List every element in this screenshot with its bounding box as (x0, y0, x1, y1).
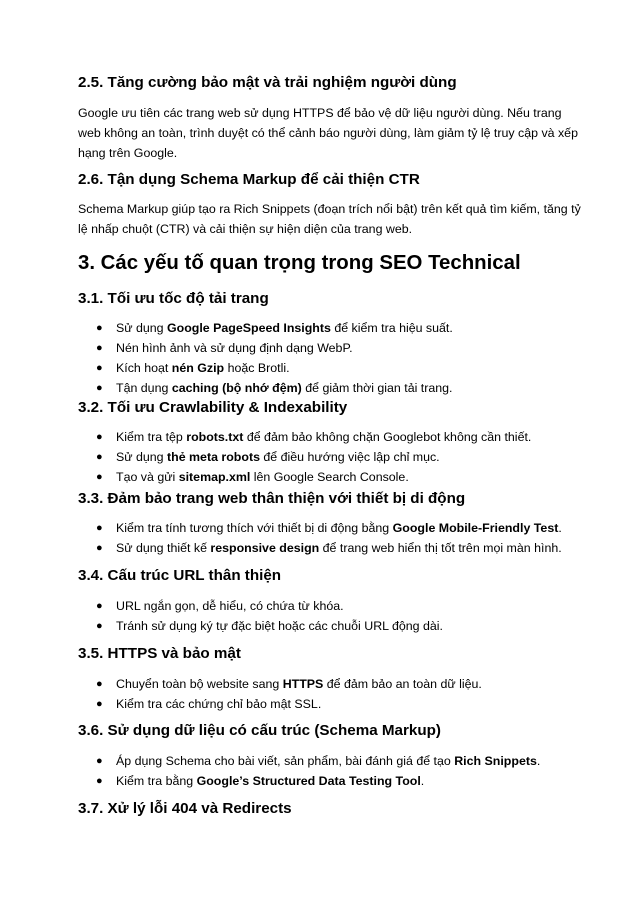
item-text: . (558, 521, 562, 535)
item-text: hoặc Brotli. (224, 361, 290, 375)
bullet-icon: ● (96, 431, 103, 443)
paragraph-line: web không an toàn, trình duyệt có thể cảnh báo người dùng, làm giảm tỷ lệ truy cập và xếp (78, 126, 578, 140)
paragraph-line: Schema Markup giúp tạo ra Rich Snippets (đoạn trích nổi bật) trên kết quả tìm kiếm, tăng tỷ (78, 202, 581, 216)
item-text: Kiểm tra tính tương thích với thiết bị di động bằng (116, 521, 393, 535)
section-3-5-heading: 3.5. HTTPS và bảo mật (78, 645, 241, 662)
bullet-icon: ● (96, 775, 103, 787)
bullet-icon: ● (96, 522, 103, 534)
item-text: Tạo và gửi (116, 470, 179, 484)
item-text: Kích hoạt (116, 361, 172, 375)
item-text: để giảm thời gian tải trang. (301, 381, 453, 395)
bullet-icon: ● (96, 382, 103, 394)
bullet-icon: ● (96, 322, 103, 334)
item-text: . (536, 754, 541, 768)
item-bold: Rich Snippets (454, 754, 537, 768)
bullet-icon: ● (96, 678, 103, 690)
paragraph-line: hạng trên Google. (78, 146, 178, 160)
section-3-3-heading: 3.3. Đảm bảo trang web thân thiện với thiết bị di động (78, 490, 466, 507)
section-2-5-paragraph (78, 103, 578, 163)
section-3-2-heading: 3.2. Tối ưu Crawlability & Indexability (78, 399, 348, 416)
section-3-7-heading: 3.7. Xử lý lỗi 404 và Redirects (78, 800, 292, 817)
item-bold: sitemap.xml (178, 470, 251, 484)
section-3-1-heading: 3.1. Tối ưu tốc độ tải trang (78, 290, 269, 307)
bullet-icon: ● (96, 342, 103, 354)
item-text: Kiểm tra tệp (116, 430, 187, 444)
item-text: Áp dụng Schema cho bài viết, sản phẩm, bài đánh giá để tạo (116, 754, 455, 768)
paragraph-line: lệ nhấp chuột (CTR) và cải thiện sự hiện diện của trang web. (78, 222, 413, 236)
item-text: Sử dụng (116, 450, 168, 464)
section-3-heading: 3. Các yếu tố quan trọng trong SEO Technical (78, 252, 521, 274)
item-text: . (420, 774, 425, 788)
section-2-6-heading: 2.6. Tận dụng Schema Markup để cải thiện CTR (78, 171, 420, 188)
bullet-icon: ● (96, 600, 103, 612)
bullet-icon: ● (96, 755, 103, 767)
item-text: Nén hình ảnh và sử dụng định dạng WebP. (116, 341, 353, 355)
section-2-5-heading: 2.5. Tăng cường bảo mật và trải nghiệm người dùng (78, 74, 457, 91)
item-bold: nén Gzip (171, 361, 225, 375)
item-bold: HTTPS (282, 677, 324, 691)
item-text: Sử dụng (116, 321, 168, 335)
item-bold: Google Mobile-Friendly Test (392, 521, 559, 535)
item-bold: caching (bộ nhớ đệm) (171, 381, 302, 395)
item-text: Tránh sử dụng ký tự đặc biệt hoặc các chuỗi URL động dài. (116, 619, 443, 633)
bullet-icon: ● (96, 471, 103, 483)
item-text: Sử dụng thiết kế (116, 541, 211, 555)
item-text: để đảm bảo an toàn dữ liệu. (323, 677, 482, 691)
item-text: Kiểm tra các chứng chỉ bảo mật SSL. (116, 697, 322, 711)
item-text: Kiểm tra bằng (116, 774, 197, 788)
bullet-icon: ● (96, 362, 103, 374)
item-bold: Google’s Structured Data Testing Tool (196, 774, 421, 788)
bullet-icon: ● (96, 451, 103, 463)
bullet-icon: ● (96, 620, 103, 632)
item-text: Tận dụng (116, 381, 172, 395)
item-text: để trang web hiển thị tốt trên mọi màn hình. (319, 541, 562, 555)
item-bold: Google PageSpeed Insights (167, 321, 331, 335)
bullet-icon: ● (96, 542, 103, 554)
item-bold: responsive design (210, 541, 320, 555)
section-3-6-heading: 3.6. Sử dụng dữ liệu có cấu trúc (Schema Markup) (78, 722, 441, 739)
item-text: để điều hướng việc lập chỉ mục. (259, 450, 440, 464)
item-text: URL ngắn gọn, dễ hiểu, có chứa từ khóa. (116, 599, 344, 613)
section-2-6-paragraph (78, 199, 581, 239)
item-text: Chuyển toàn bộ website sang (116, 677, 283, 691)
item-text: lên Google Search Console. (250, 470, 409, 484)
paragraph-line: Google ưu tiên các trang web sử dụng HTTPS để bảo vệ dữ liệu người dùng. Nếu trang (78, 106, 562, 120)
bullet-icon: ● (96, 698, 103, 710)
item-bold: thẻ meta robots (167, 450, 260, 464)
item-text: để kiểm tra hiệu suất. (330, 321, 453, 335)
item-text: để đảm bảo không chặn Googlebot không cần thiết. (243, 430, 532, 444)
item-bold: robots.txt (186, 430, 244, 444)
section-3-4-heading: 3.4. Cấu trúc URL thân thiện (78, 567, 282, 584)
